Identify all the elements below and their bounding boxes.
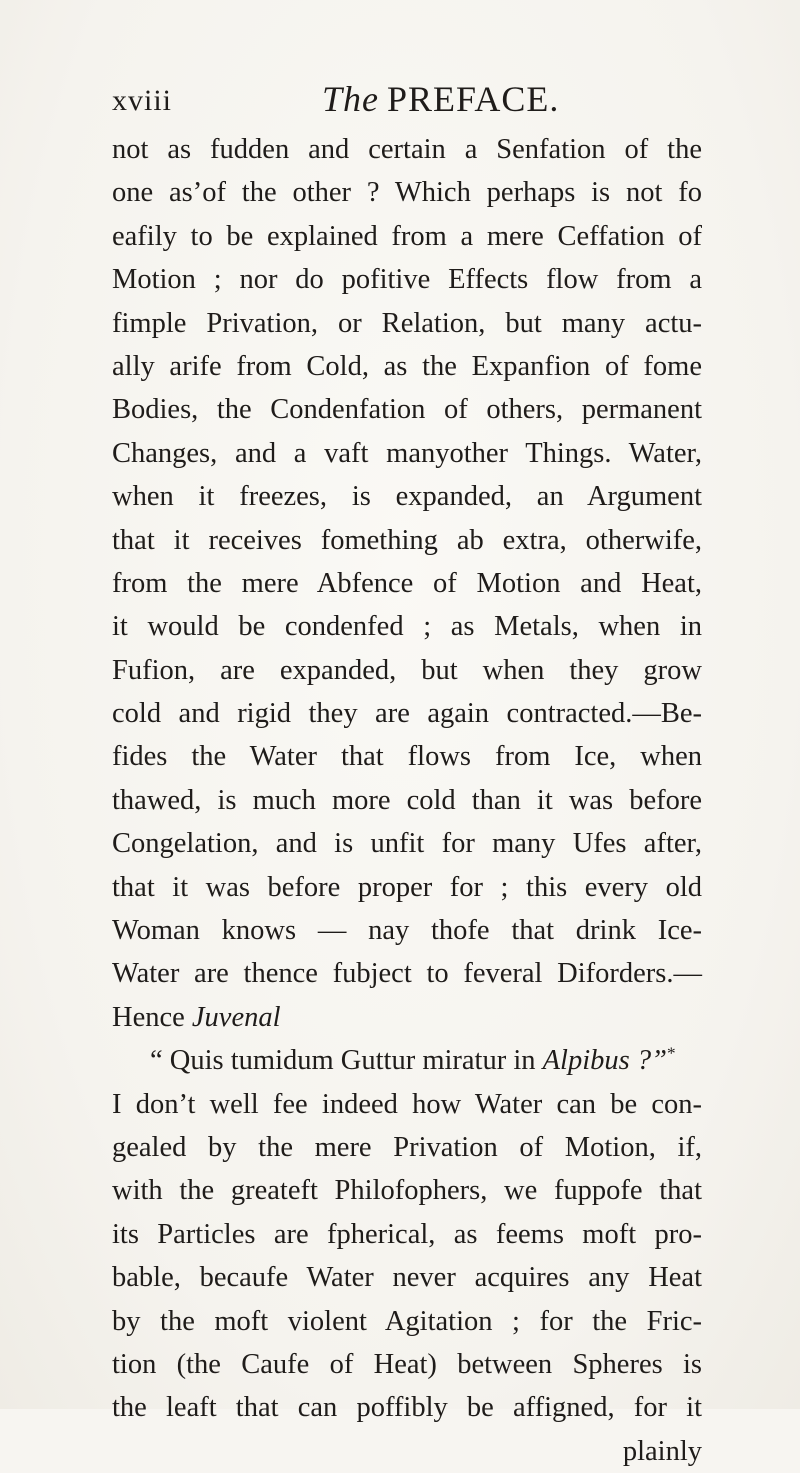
quotation-alpibus: Alpibus ?”: [542, 1045, 667, 1077]
text-line: Water are thence fubject to feveral Diforders.—: [112, 958, 702, 990]
body-text: [112, 128, 702, 1473]
text-line: Motion ; nor do pofitive Effects flow from a: [112, 264, 702, 296]
text-line: Bodies, the Condenfation of others, permanent: [112, 394, 702, 426]
text-line: the leaft that can poffibly be affigned, for it: [112, 1392, 702, 1424]
quotation-line: [112, 1039, 702, 1082]
text-line: that it was before proper for ; this every old: [112, 871, 702, 903]
juvenal-name: Juvenal: [191, 1001, 281, 1033]
text-line: when it freezes, is expanded, an Argument: [112, 481, 702, 513]
text-line: one as’of the other ? Which perhaps is not fo: [112, 177, 702, 209]
text-line: Woman knows — nay thofe that drink Ice-: [112, 915, 702, 947]
text-line: tion (the Caufe of Heat) between Spheres is: [112, 1348, 702, 1380]
text-line: Fufion, are expanded, but when they grow: [112, 654, 702, 686]
text-line: fimple Privation, or Relation, but many actu-: [112, 307, 702, 339]
running-head-title: PREFACE.: [387, 79, 560, 119]
page-number: xviii: [112, 84, 173, 117]
footnote-mark: *: [666, 1043, 676, 1063]
text-line: gealed by the mere Privation of Motion, if,: [112, 1131, 702, 1163]
text-line: ally arife from Cold, as the Expanfion of fome: [112, 350, 702, 382]
text-line: Congelation, and is unfit for many Ufes after,: [112, 828, 702, 860]
text-line: Changes, and a vaft manyother Things. Water,: [112, 437, 702, 469]
text-line: not as fudden and certain a Senfation of the: [112, 134, 702, 165]
hence-word: Hence: [112, 1001, 185, 1033]
text-line: with the greateft Philofophers, we fuppofe that: [112, 1175, 702, 1207]
running-head: [322, 78, 559, 120]
text-line: eafily to be explained from a mere Ceffation of: [112, 220, 702, 252]
text-line: from the mere Abfence of Motion and Heat,: [112, 567, 702, 599]
catchword: plainly: [622, 1435, 702, 1467]
text-line: fides the Water that flows from Ice, when: [112, 741, 702, 773]
text-line-hence: [112, 996, 702, 1039]
text-line: by the moft violent Agitation ; for the Fric-: [112, 1305, 702, 1337]
text-line: that it receives fomething ab extra, otherwife,: [112, 524, 702, 556]
running-head-the: The: [322, 79, 379, 119]
text-line: its Particles are fpherical, as feems moft pro-: [112, 1218, 702, 1250]
text-line: I don’t well fee indeed how Water can be con-: [112, 1088, 702, 1120]
text-line: thawed, is much more cold than it was before: [112, 784, 702, 816]
text-line: it would be condenfed ; as Metals, when in: [112, 611, 702, 643]
quotation-text: “ Quis tumidum Guttur miratur in: [150, 1045, 536, 1077]
text-line: cold and rigid they are again contracted.—Be-: [112, 698, 702, 730]
text-line: bable, becaufe Water never acquires any Heat: [112, 1262, 702, 1294]
page-header: [112, 78, 702, 128]
